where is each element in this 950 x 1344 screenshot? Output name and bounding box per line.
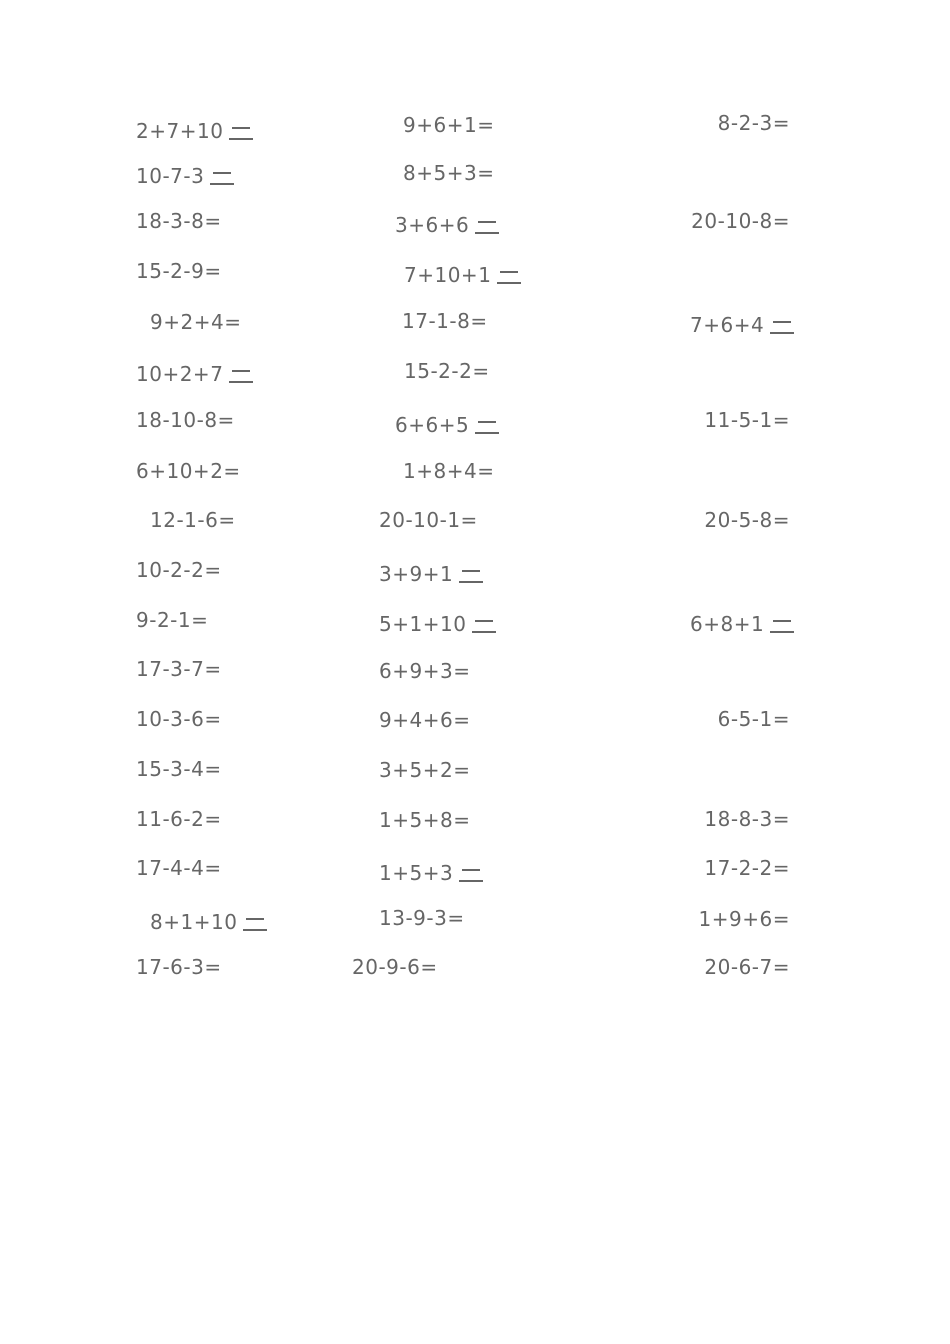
equals-sign (210, 171, 234, 185)
problem-item (403, 113, 494, 137)
problem-item (404, 263, 521, 287)
problem-text: 15-3-4= (136, 757, 222, 781)
problem-text: 15-2-9= (136, 259, 222, 283)
problem-item (403, 459, 494, 483)
problem-item (136, 707, 222, 731)
problem-item (402, 309, 488, 333)
problem-item (352, 955, 438, 979)
problem-text: 20-10-8= (691, 209, 790, 233)
problem-text: 18-3-8= (136, 209, 222, 233)
problem-item (379, 562, 483, 586)
problem-item (404, 359, 490, 383)
problem-text: 7+6+4 (690, 313, 765, 337)
problem-item (403, 161, 494, 185)
problem-item (379, 508, 478, 532)
problem-text: 1+5+3 (379, 861, 454, 885)
problem-text: 17-6-3= (136, 955, 222, 979)
problem-item (136, 164, 234, 188)
equals-sign (459, 868, 483, 882)
problem-item (670, 955, 790, 979)
problem-item (150, 310, 241, 334)
problem-text: 1+9+6= (698, 907, 790, 931)
problem-text: 7+10+1 (404, 263, 492, 287)
problem-item (395, 213, 499, 237)
equals-sign (459, 569, 483, 583)
problem-item (136, 558, 222, 582)
problem-text: 20-10-1= (379, 508, 478, 532)
problem-item (690, 612, 794, 636)
problem-item (379, 861, 483, 885)
problem-item (379, 758, 470, 782)
problem-text: 11-5-1= (704, 408, 790, 432)
problem-item (670, 209, 790, 233)
problem-text: 1+5+8= (379, 808, 471, 832)
problem-item (379, 906, 465, 930)
problem-text: 2+7+10 (136, 119, 224, 143)
problem-item (136, 608, 208, 632)
equals-sign (243, 917, 267, 931)
problem-text: 20-6-7= (704, 955, 790, 979)
problem-text: 13-9-3= (379, 906, 465, 930)
problem-text: 10+2+7 (136, 362, 224, 386)
problem-item (379, 659, 470, 683)
problem-item (670, 408, 790, 432)
problem-item (690, 313, 794, 337)
equals-sign (770, 619, 794, 633)
problem-text: 3+6+6 (395, 213, 470, 237)
problem-text: 15-2-2= (404, 359, 490, 383)
equals-sign (497, 270, 521, 284)
problem-text: 8+1+10 (150, 910, 238, 934)
equals-sign (229, 369, 253, 383)
problem-item (395, 413, 499, 437)
problem-text: 18-10-8= (136, 408, 235, 432)
problem-text: 10-3-6= (136, 707, 222, 731)
problem-text: 8-2-3= (717, 111, 790, 135)
problem-item (379, 808, 470, 832)
problem-text: 6-5-1= (717, 707, 790, 731)
problem-text: 12-1-6= (150, 508, 236, 532)
problem-text: 9+4+6= (379, 708, 471, 732)
problem-text: 20-5-8= (704, 508, 790, 532)
problem-item (670, 907, 790, 931)
problem-item (670, 856, 790, 880)
problem-text: 5+1+10 (379, 612, 467, 636)
problem-text: 9+2+4= (150, 310, 242, 334)
equals-sign (229, 126, 253, 140)
problem-text: 10-2-2= (136, 558, 222, 582)
problem-text: 8+5+3= (403, 161, 495, 185)
problem-text: 6+6+5 (395, 413, 470, 437)
problem-item (150, 508, 236, 532)
problem-item (136, 362, 253, 386)
problem-text: 18-8-3= (704, 807, 790, 831)
problem-text: 6+9+3= (379, 659, 471, 683)
problem-text: 17-1-8= (402, 309, 488, 333)
problem-item (690, 111, 790, 135)
problem-item (136, 955, 222, 979)
problem-item (136, 408, 235, 432)
problem-item (136, 259, 222, 283)
problem-text: 20-9-6= (352, 955, 438, 979)
problem-item (136, 209, 222, 233)
equals-sign (475, 220, 499, 234)
problem-text: 3+5+2= (379, 758, 471, 782)
equals-sign (472, 619, 496, 633)
problem-item (379, 612, 496, 636)
problem-text: 10-7-3 (136, 164, 205, 188)
problem-text: 17-3-7= (136, 657, 222, 681)
problem-text: 3+9+1 (379, 562, 454, 586)
problem-text: 6+10+2= (136, 459, 241, 483)
problem-text: 17-2-2= (704, 856, 790, 880)
problem-item (136, 657, 222, 681)
problem-text: 9-2-1= (136, 608, 209, 632)
problem-item (136, 757, 222, 781)
problem-item (670, 508, 790, 532)
problem-item (670, 707, 790, 731)
problem-item (136, 807, 222, 831)
equals-sign (770, 320, 794, 334)
problem-text: 11-6-2= (136, 807, 222, 831)
problem-item (379, 708, 470, 732)
problem-item (670, 807, 790, 831)
problem-item (136, 119, 253, 143)
equals-sign (475, 420, 499, 434)
problem-item (136, 459, 241, 483)
problem-text: 17-4-4= (136, 856, 222, 880)
problem-text: 9+6+1= (403, 113, 495, 137)
problem-text: 6+8+1 (690, 612, 765, 636)
problem-item (150, 910, 267, 934)
problem-text: 1+8+4= (403, 459, 495, 483)
problem-item (136, 856, 222, 880)
